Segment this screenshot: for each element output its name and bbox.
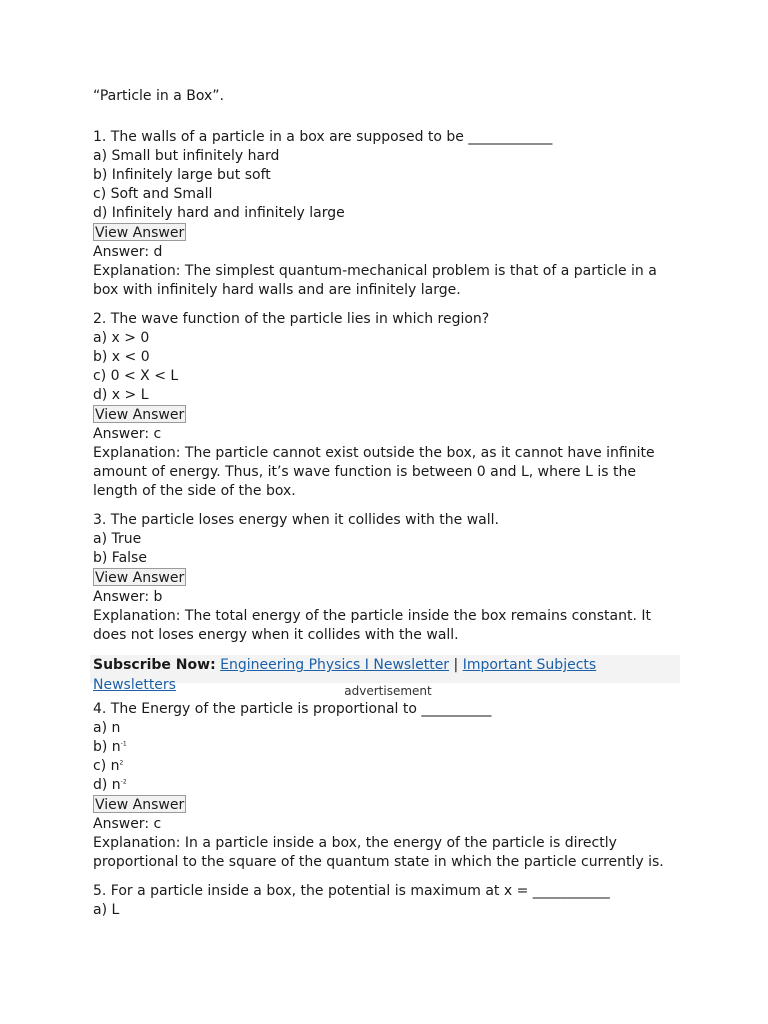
option-a: a) True — [93, 531, 142, 547]
option-d: d) $n^{-2}$ — [93, 777, 127, 793]
option-c: c) Soft and Small — [93, 186, 213, 202]
page-content — [93, 87, 683, 930]
view-answer-button[interactable]: View Answer — [95, 407, 185, 423]
option-b: b) x < 0 — [93, 349, 150, 365]
question-text: 3. The particle loses energy when it collides with the wall. — [93, 512, 499, 528]
subscribe-label: Subscribe Now: — [93, 657, 216, 673]
question-text: 1. The walls of a particle in a box are supposed to be ____________ — [93, 129, 553, 145]
question-2 — [93, 310, 683, 501]
option-b: b) False — [93, 550, 147, 566]
option-d: d) Infinitely hard and infinitely large — [93, 205, 345, 221]
option-c: c) 0 < X < L — [93, 368, 179, 384]
page-title: “Particle in a Box”. — [93, 88, 224, 104]
option-b: b) $n^{-1}$ — [93, 739, 127, 755]
explanation-text: Explanation: The total energy of the particle inside the box remains constant. It does not loses energy when it collides with the wall. — [93, 608, 651, 643]
view-answer-button[interactable]: View Answer — [95, 797, 185, 813]
question-5 — [93, 882, 683, 920]
option-a: a) L — [93, 902, 120, 918]
question-text: 2. The wave function of the particle lies in which region? — [93, 311, 490, 327]
option-c: c) $n^2$ — [93, 758, 124, 774]
important-subjects-newsletters-link[interactable]: Important Subjects Newsletters — [93, 657, 597, 693]
question-3 — [93, 511, 683, 645]
answer-text: Answer: d — [93, 244, 163, 260]
answer-text: Answer: c — [93, 816, 162, 832]
explanation-text: Explanation: The particle cannot exist outside the box, as it cannot have infinite amount of energy. Thus, it’s wave function is between 0 and L, where L is the length of the side of the box. — [93, 445, 655, 499]
question-text: 4. The Energy of the particle is proportional to __________ — [93, 701, 492, 717]
explanation-text: Explanation: In a particle inside a box, the energy of the particle is directly proportional to the square of the quantum state in which the particle currently is. — [93, 835, 664, 870]
view-answer-button[interactable]: View Answer — [95, 570, 185, 586]
superscript-minus-one: -1 — [120, 740, 127, 748]
superscript-minus-two: -2 — [120, 778, 127, 786]
option-a: a) x > 0 — [93, 330, 150, 346]
subscribe-separator: | — [453, 657, 459, 673]
answer-text: Answer: b — [93, 589, 163, 605]
view-answer-button[interactable]: View Answer — [95, 225, 185, 241]
question-1 — [93, 128, 683, 300]
option-b: b) Infinitely large but soft — [93, 167, 271, 183]
advertisement-label: advertisement — [344, 684, 432, 698]
explanation-text: Explanation: The simplest quantum-mechanical problem is that of a particle in a box with infinitely hard walls and are infinitely large. — [93, 263, 657, 298]
option-a: a) n — [93, 720, 121, 736]
engineering-physics-newsletter-link[interactable]: Engineering Physics I Newsletter — [220, 657, 450, 673]
question-text: 5. For a particle inside a box, the potential is maximum at x = ___________ — [93, 883, 610, 899]
answer-text: Answer: c — [93, 426, 162, 442]
superscript-two: 2 — [119, 759, 124, 767]
option-d: d) x > L — [93, 387, 149, 403]
option-a: a) Small but infinitely hard — [93, 148, 280, 164]
question-4 — [93, 700, 683, 872]
